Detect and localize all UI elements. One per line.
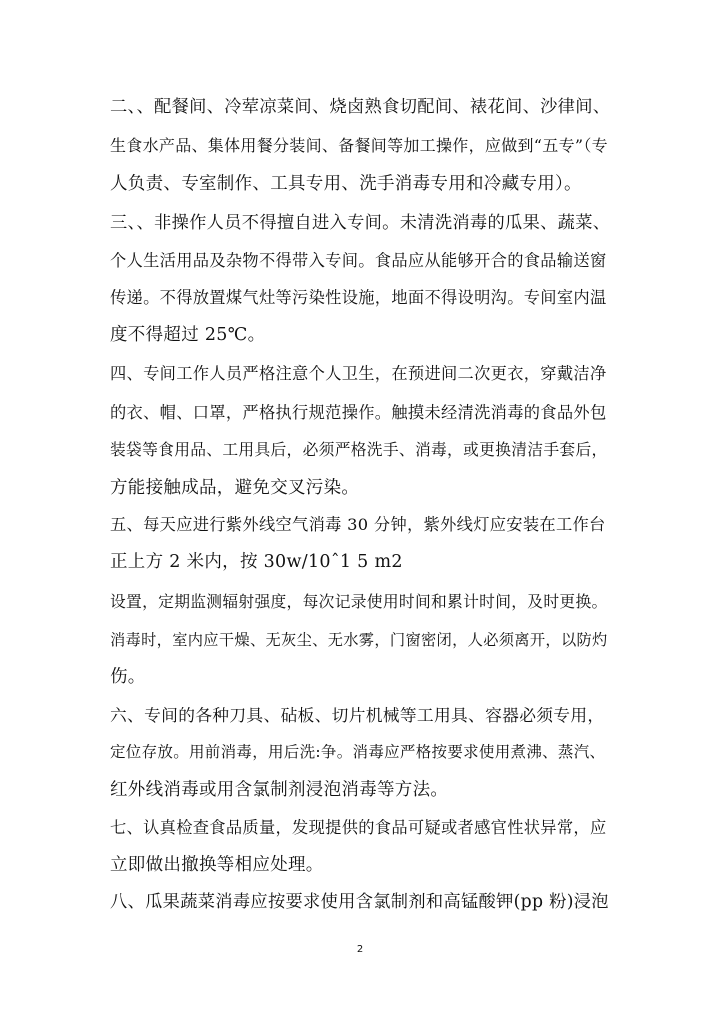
text-line: 伤。 (110, 667, 146, 687)
text-line: 个人生活用品及杂物不得带入专间。食品应从能够开合的食品输送窗 (110, 251, 607, 270)
text-line: 五、每天应进行紫外线空气消毒 30 分钟，紫外线灯应安装在工作台 (110, 515, 606, 534)
page-number: 2 (356, 944, 364, 955)
text-line: 方能接触成品，避免交叉污染。 (110, 478, 360, 498)
text-line: 四、专间工作人员严格注意个人卫生，在预进间二次更衣，穿戴洁净 (110, 364, 607, 383)
text-line: 正上方 2 米内，按 30w/10ˆ1 5 m2 (110, 552, 403, 572)
text-line: 六、专间的各种刀具、砧板、切片机械等工用具、容器必须专用， (110, 705, 605, 725)
text-line: 二、、配餐间、冷荤凉菜间、烧卤熟食切配间、裱花间、沙律间、 (110, 97, 611, 117)
text-line: 立即做出撤换等相应处理。 (110, 855, 324, 875)
text-line: 八、瓜果蔬菜消毒应按要求使用含氯制剂和高锰酸钾(pp 粉)浸泡 (110, 892, 609, 912)
text-line: 装袋等食用品、工用具后，必须严格洗手、消毒，或更换清洁手套后， (110, 440, 608, 459)
text-line: 七、认真检查食品质量，发现提供的食品可疑或者感官性状异常，应 (110, 818, 607, 837)
text-line: 生食水产品、集体用餐分装间、备餐间等加工操作，应做到“五专”（专 (110, 136, 608, 155)
text-line: 定位存放。用前消毒，用后洗:争。消毒应严格按要求使用煮沸、蒸汽、 (110, 743, 606, 761)
text-line: 人负责、专室制作、工具专用、洗手消毒专用和冷藏专用）。 (110, 174, 582, 194)
text-line: 红外线消毒或用含氯制剂浸泡消毒等方法。 (110, 780, 449, 800)
text-line: 设置，定期监测辐射强度，每次记录使用时间和累计时间，及时更换。 (110, 592, 608, 611)
text-line: 传递。不得放置煤气灶等污染性设施，地面不得设明沟。专间室内温 (110, 288, 607, 307)
text-line: 消毒时，室内应干燥、无灰尘、无水雾，门窗密闭，人必须离开，以防灼 (110, 631, 608, 649)
text-line: 三、、非操作人员不得擅自进入专间。未清洗消毒的瓜果、蔬菜、 (110, 213, 611, 233)
text-line: 度不得超过 25℃。 (110, 325, 266, 345)
text-line: 的衣、帽、口罩，严格执行规范操作。触摸未经清洗消毒的食品外包 (110, 403, 607, 422)
